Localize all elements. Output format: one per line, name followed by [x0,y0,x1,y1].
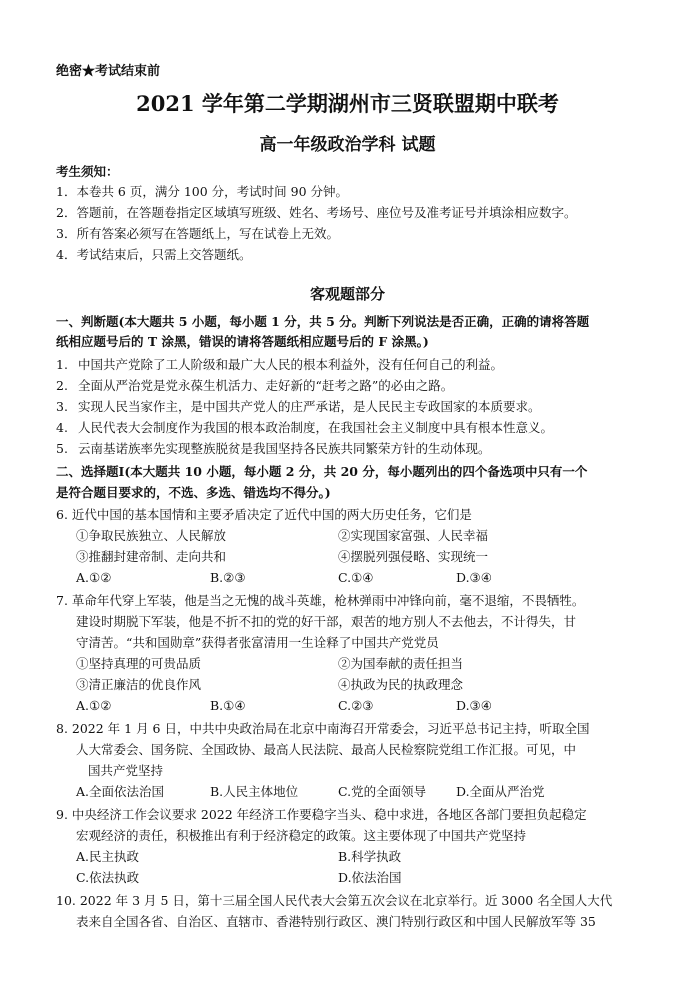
q9-choice-d: D.依法治国 [338,870,402,885]
item-text: 实现人民当家作主，是中国共产党人的庄严承诺，是人民民主专政国家的本质要求。 [78,399,541,414]
question-10-stem: 10. 2022 年 3 月 5 日，第十三届全国人民代表大会第五次会议在北京举行。近 3000 名全国人大代 [56,893,613,908]
item-number: 2. [56,378,68,393]
q7-option: ④执政为民的执政理念 [338,677,464,692]
question-7-stem-cont: 守清苦。“共和国勋章”获得者张富清用一生诠释了中国共产党党员 [76,635,439,650]
question-6-stem: 6. 近代中国的基本国情和主要矛盾决定了近代中国的两大历史任务，它们是 [56,507,472,522]
question-7-stem: 7. 革命年代穿上军装，他是当之无愧的战斗英雄，枪林弹雨中冲锋向前，毫不退缩，不畏牺牲。 [56,593,585,608]
q7-option: ③清正廉洁的优良作风 [76,677,202,692]
q6-option: ④摆脱列强侵略、实现统一 [338,549,489,564]
judge-item-3 [56,398,541,416]
exam-subtitle: 高一年级政治学科 试题 [259,135,436,155]
part1-heading-cont: 纸相应题号后的 T 涂黑，错误的请将答题纸相应题号后的 F 涂黑。) [56,334,429,349]
part1-heading: 一、判断题(本大题共 5 小题，每小题 1 分，共 5 分。判断下列说法是否正确，正确的请将答题 [56,314,590,329]
item-text: 云南基诺族率先实现整族脱贫是我国坚持各民族共同繁荣方针的生动体现。 [78,441,491,456]
q6-option: ②实现国家富强、人民幸福 [338,528,489,543]
q7-choice-a: A.①② [76,698,112,713]
q8-choice-d: D.全面从严治党 [456,784,545,799]
secret-mark: 绝密★考试结束前 [56,64,161,79]
section-title: 客观题部分 [309,285,385,303]
judge-item-1 [56,356,503,374]
q8-choice-c: C.党的全面领导 [338,784,427,799]
question-10-stem-cont: 表来自全国各省、自治区、直辖市、香港特别行政区、澳门特别行政区和中国人民解放军等 35 [76,914,596,929]
q6-choice-b: B.②③ [210,570,246,585]
item-text: 人民代表大会制度作为我国的根本政治制度，在我国社会主义制度中具有根本性意义。 [78,420,554,435]
question-9-stem: 9. 中央经济工作会议要求 2022 年经济工作要稳字当头、稳中求进，各地区各部门要担负起稳定 [56,807,587,822]
item-text: 中国共产党除了工人阶级和最广大人民的根本利益外，没有任何自己的利益。 [78,357,504,372]
q7-choice-c: C.②③ [338,698,374,713]
question-8-stem: 8. 2022 年 1 月 6 日，中共中央政治局在北京中南海召开常委会，习近平总书记主持，听取全国 [56,721,590,736]
question-9-stem-cont: 宏观经济的责任，积极推出有利于经济稳定的政策。这主要体现了中国共产党坚持 [76,828,527,843]
question-8-stem-cont: 人大常委会、国务院、全国政协、最高人民法院、最高人民检察院党组工作汇报。可见，中 [76,742,577,757]
q7-option: ②为国奉献的责任担当 [338,656,464,671]
judge-item-2 [56,377,453,395]
judge-item-4 [56,419,553,437]
item-number: 1. [56,357,68,372]
q8-choice-a: A.全面依法治国 [76,784,165,799]
notice-item: 2．答题前，在答题卷指定区域填写班级、姓名、考场号、座位号及准考证号并填涂相应数字。 [56,205,577,220]
item-number: 4. [56,420,68,435]
part2-heading-cont: 是符合题目要求的，不选、多选、错选均不得分。) [56,485,331,500]
question-8-stem-cont: 国共产党坚持 [88,763,164,778]
item-text: 全面从严治党是党永葆生机活力、走好新的“赶考之路”的必由之路。 [78,378,454,393]
q9-choice-c: C.依法执政 [76,870,140,885]
q9-choice-b: B.科学执政 [338,849,402,864]
q6-option: ①争取民族独立、人民解放 [76,528,227,543]
notice-heading: 考生须知： [56,164,119,179]
q6-option: ③推翻封建帝制、走向共和 [76,549,227,564]
item-number: 3. [56,399,68,414]
part2-heading: 二、选择题Ⅰ(本大题共 10 小题，每小题 2 分，共 20 分，每小题列出的四个备选项中只有一个 [56,464,588,479]
notice-item: 4．考试结束后，只需上交答题纸。 [56,247,252,262]
q9-choice-a: A.民主执政 [76,849,140,864]
q6-choice-c: C.①④ [338,570,374,585]
q8-choice-b: B.人民主体地位 [210,784,299,799]
notice-item: 3．所有答案必须写在答题纸上，写在试卷上无效。 [56,226,339,241]
item-number: 5. [56,441,68,456]
judge-item-5 [56,440,491,458]
notice-item: 1．本卷共 6 页，满分 100 分，考试时间 90 分钟。 [56,184,349,199]
q7-choice-d: D.③④ [456,698,492,713]
q7-choice-b: B.①④ [210,698,246,713]
q6-choice-a: A.①② [76,570,112,585]
q6-choice-d: D.③④ [456,570,492,585]
q7-option: ①坚持真理的可贵品质 [76,656,202,671]
exam-title: 2021 学年第二学期湖州市三贤联盟期中联考 [136,91,559,116]
question-7-stem-cont: 建设时期脱下军装，他是不折不扣的党的好干部，艰苦的地方别人不去他去，不计得失，甘 [76,614,577,629]
